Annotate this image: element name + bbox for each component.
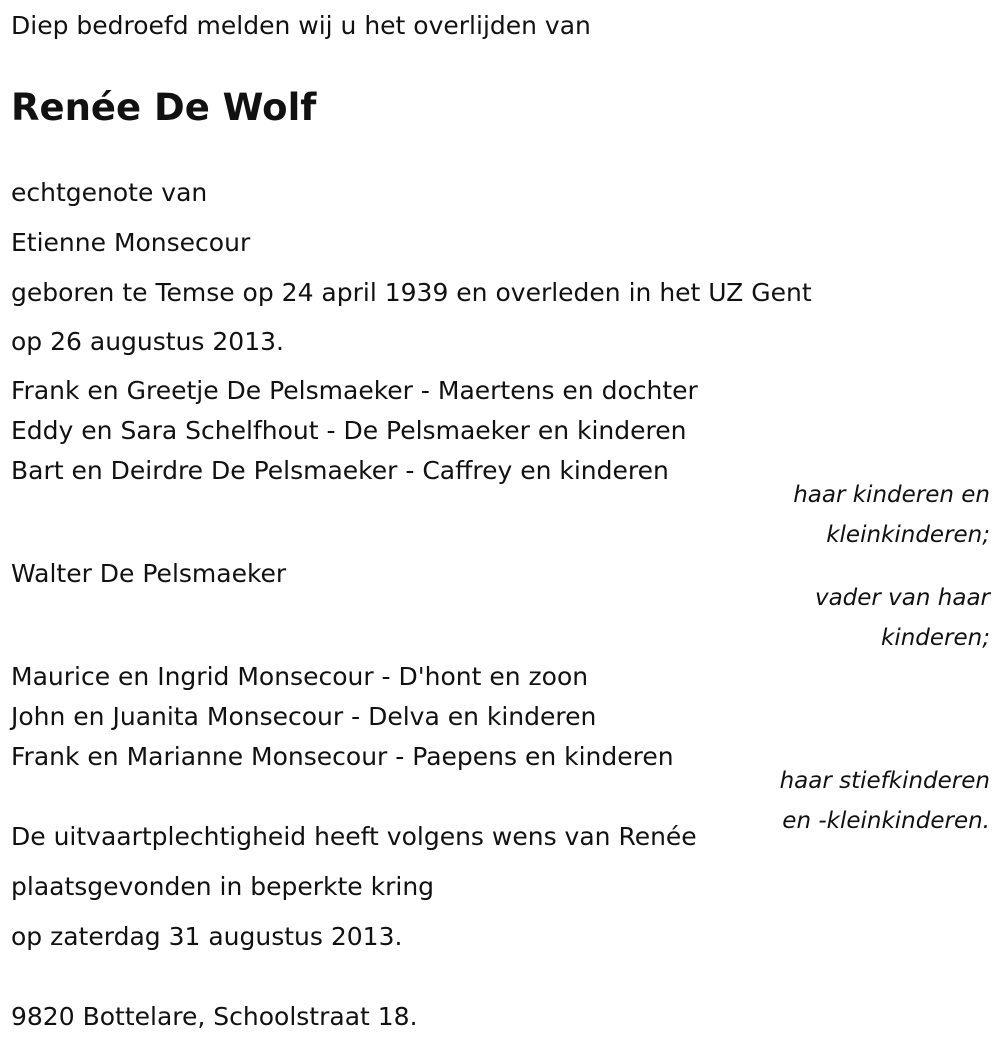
- father-name: Walter De Pelsmaeker: [11, 559, 287, 588]
- list-item: Maurice en Ingrid Monsecour - D'hont en zoon: [11, 662, 589, 691]
- children-relation-line-2: kleinkinderen;: [826, 522, 990, 548]
- stepchildren-relation-line-2: en -kleinkinderen.: [782, 808, 990, 834]
- father-relation-line-1: vader van haar: [814, 585, 990, 611]
- father-relation-line-2: kinderen;: [881, 625, 990, 651]
- spouse-relation: echtgenote van: [11, 178, 208, 207]
- intro-text: Diep bedroefd melden wij u het overlijden van: [11, 11, 591, 40]
- funeral-line-1: De uitvaartplechtigheid heeft volgens wens van Renée: [11, 822, 697, 851]
- address: 9820 Bottelare, Schoolstraat 18.: [11, 1002, 418, 1031]
- children-relation-line-1: haar kinderen en: [793, 482, 990, 508]
- list-item: Frank en Marianne Monsecour - Paepens en kinderen: [11, 742, 674, 771]
- spouse-name: Etienne Monsecour: [11, 228, 251, 257]
- funeral-line-3: op zaterdag 31 augustus 2013.: [11, 922, 403, 951]
- stepchildren-relation-line-1: haar stiefkinderen: [779, 768, 990, 794]
- birth-death-line-1: geboren te Temse op 24 april 1939 en overleden in het UZ Gent: [11, 278, 812, 307]
- deceased-name: Renée De Wolf: [11, 86, 317, 129]
- list-item: Eddy en Sara Schelfhout - De Pelsmaeker en kinderen: [11, 416, 687, 445]
- birth-death-line-2: op 26 augustus 2013.: [11, 327, 284, 356]
- funeral-line-2: plaatsgevonden in beperkte kring: [11, 872, 435, 901]
- list-item: Frank en Greetje De Pelsmaeker - Maertens en dochter: [11, 376, 698, 405]
- list-item: John en Juanita Monsecour - Delva en kinderen: [11, 702, 597, 731]
- list-item: Bart en Deirdre De Pelsmaeker - Caffrey en kinderen: [11, 456, 669, 485]
